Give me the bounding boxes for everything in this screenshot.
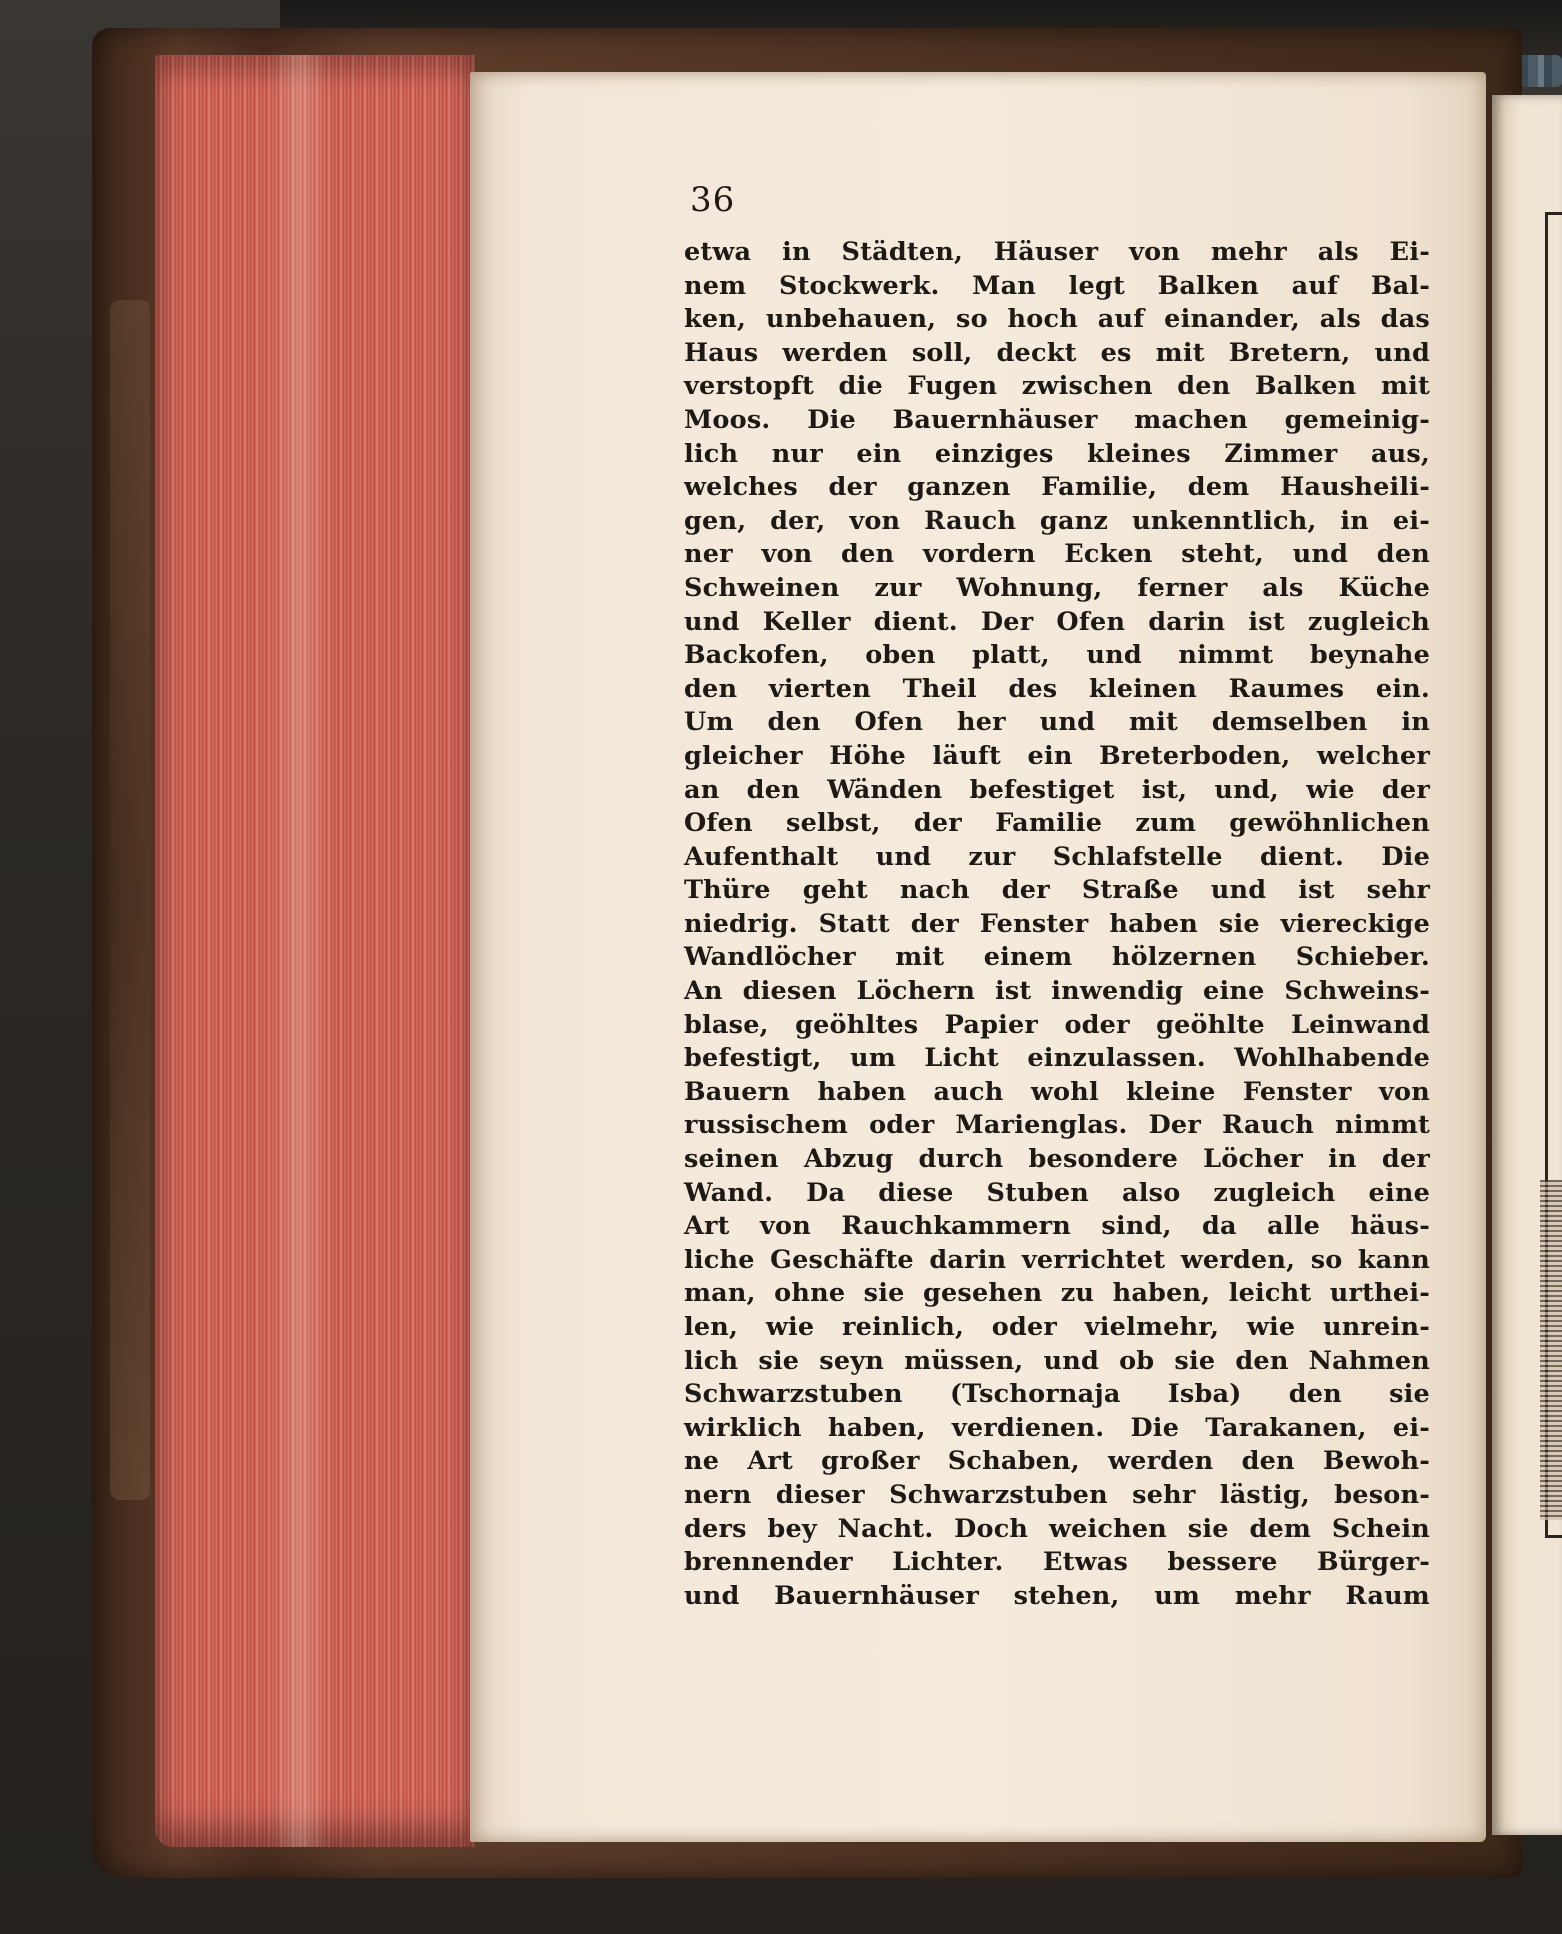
text-line: und Bauernhäuser stehen, um mehr Raum	[684, 1580, 1430, 1611]
text-line: nem Stockwerk. Man legt Balken auf Bal-	[684, 270, 1430, 301]
text-line: Haus werden soll, deckt es mit Bretern, und	[684, 337, 1430, 368]
text-line: und Keller dient. Der Ofen darin ist zugleich	[684, 606, 1430, 637]
text-line: den vierten Theil des kleinen Raumes ein.	[684, 673, 1430, 704]
text-line: len, wie reinlich, oder vielmehr, wie unrein-	[684, 1312, 1430, 1342]
text-line: ner von den vordern Ecken steht, und den	[684, 539, 1430, 570]
page-edges-highlight	[270, 55, 330, 1847]
page-text	[684, 236, 1430, 1613]
text-line: Backofen, oben platt, und nimmt beynahe	[684, 640, 1430, 671]
text-line: lich nur ein einziges kleines Zimmer aus,	[684, 438, 1430, 469]
text-line: An diesen Löchern ist inwendig eine Schweins-	[684, 976, 1430, 1007]
text-line: Thüre geht nach der Straße und ist sehr	[684, 875, 1430, 906]
text-line: seinen Abzug durch besondere Löcher in der	[684, 1144, 1430, 1175]
text-line: welches der ganzen Familie, dem Hausheili-	[684, 472, 1430, 503]
text-line: gleicher Höhe läuft ein Breterboden, welcher	[684, 740, 1430, 771]
text-line: Schwarzstuben (Tschornaja Isba) den sie	[684, 1379, 1430, 1410]
text-line: Um den Ofen her und mit demselben in	[684, 707, 1430, 738]
text-line: Wandlöcher mit einem hölzernen Schieber.	[684, 942, 1430, 973]
text-line: Bauern haben auch wohl kleine Fenster von	[684, 1076, 1430, 1107]
text-line: lich sie seyn müssen, und ob sie den Nahmen	[684, 1345, 1430, 1376]
text-line: Wand. Da diese Stuben also zugleich eine	[684, 1177, 1430, 1208]
text-line: Moos. Die Bauernhäuser machen gemeinig-	[684, 404, 1430, 435]
text-line: etwa in Städten, Häuser von mehr als Ei-	[684, 237, 1430, 267]
text-line: ne Art großer Schaben, werden den Bewoh-	[684, 1446, 1430, 1477]
text-line: verstopft die Fugen zwischen den Balken mit	[684, 371, 1430, 402]
cover-wear-mark	[110, 300, 150, 1500]
text-line: befestigt, um Licht einzulassen. Wohlhabende	[684, 1043, 1430, 1074]
text-line: nern dieser Schwarzstuben sehr lästig, beson-	[684, 1479, 1430, 1510]
text-line: Schweinen zur Wohnung, ferner als Küche	[684, 572, 1430, 603]
text-line: brennender Lichter. Etwas bessere Bürger-	[684, 1547, 1430, 1578]
page-number: 36	[690, 180, 736, 220]
text-line: an den Wänden befestiget ist, und, wie der	[684, 774, 1430, 805]
text-line: ken, unbehauen, so hoch auf einander, als das	[684, 304, 1430, 335]
text-line: Aufenthalt und zur Schlafstelle dient. Die	[684, 841, 1430, 872]
text-line: russischem oder Marienglas. Der Rauch nimmt	[684, 1110, 1430, 1141]
text-line: Ofen selbst, der Familie zum gewöhnlichen	[684, 808, 1430, 839]
facing-page-engraving	[1540, 1180, 1562, 1520]
text-line: blase, geöhltes Papier oder geöhlte Leinwand	[684, 1009, 1430, 1040]
text-line: gen, der, von Rauch ganz unkenntlich, in ei-	[684, 505, 1430, 536]
text-line: Art von Rauchkammern sind, da alle häus-	[684, 1211, 1430, 1242]
text-line: liche Geschäfte darin verrichtet werden, so kann	[684, 1244, 1430, 1275]
text-line: wirklich haben, verdienen. Die Tarakanen, ei-	[684, 1412, 1430, 1443]
text-line: niedrig. Statt der Fenster haben sie viereckige	[684, 908, 1430, 939]
text-line: ders bey Nacht. Doch weichen sie dem Schein	[684, 1513, 1430, 1544]
text-line: man, ohne sie gesehen zu haben, leicht urthei-	[684, 1278, 1430, 1309]
